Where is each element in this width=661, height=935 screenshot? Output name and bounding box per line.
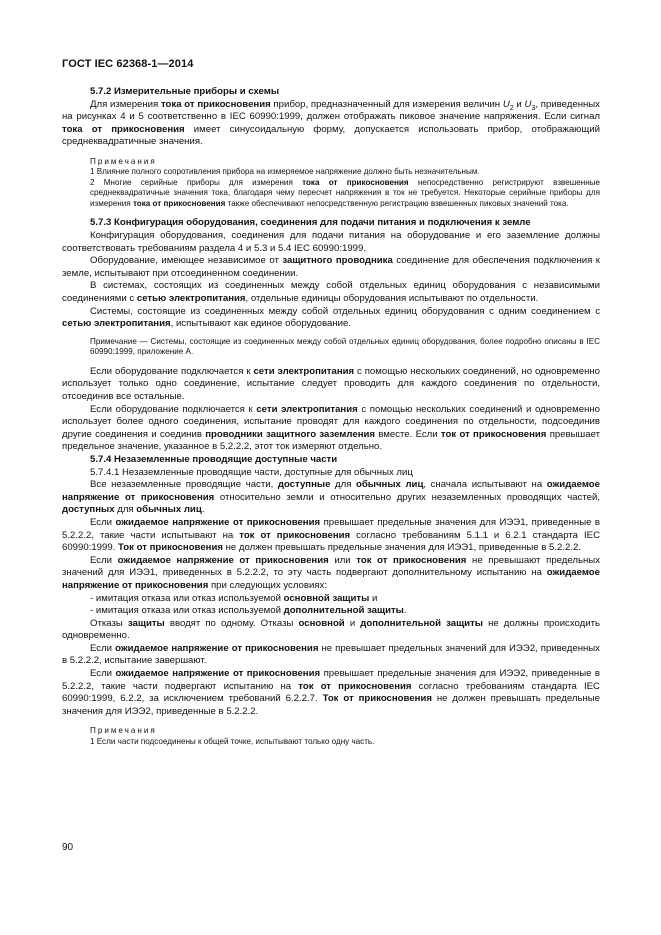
s573-paragraph-4: Системы, состоящие из соединенных между собой отдельных единиц оборудования с одним соединением с сетью электропитания, испытывают как единое оборудование. xyxy=(62,305,600,330)
s572-note-1: 1 Влияние полного сопротивления прибора на измеряемое напряжение должно быть незначительным. xyxy=(90,167,480,177)
section-5-7-4-title: 5.7.4 Незаземленные проводящие доступные части xyxy=(90,453,338,465)
s574-paragraph-4: Отказы защиты вводят по одному. Отказы основной и дополнительной защиты не должны происходить одновременно. xyxy=(62,617,601,642)
section-5-7-3-title: 5.7.3 Конфигурация оборудования, соединения для подачи питания и подключения к земле xyxy=(90,217,531,229)
s574-paragraph-2: Если ожидаемое напряжение от прикосновения превышает предельные значения для ИЭЭ1, приведенные в 5.2.2.2, такие части испытывают на ток от прикосновения согласно требованиям 5.1.1 и 6.2.1 стандарта IEC 60990:1999. Ток от прикосновения не должен превышать предельные значения для ИЭЭ1, приведенные в 5.2.2.2. xyxy=(62,516,600,554)
s574-notes-title: Примечания xyxy=(90,726,157,736)
s574-paragraph-6: Если ожидаемое напряжение от прикосновения превышает предельные значения для ИЭЭ2, приведенные в 5.2.2.2, такие части подвергают испытанию на ток от прикосновения согласно требованиям стандарта IEC 60990:1999, 6.2.2, за исключением требований 6.2.2.7. Ток от прикосновения не должен превышать предельные значения для ИЭЭ2, приведенные в 5.2.2.2. xyxy=(62,668,601,717)
page-number: 90 xyxy=(62,842,74,853)
s573-paragraph-5: Если оборудование подключается к сети электропитания с помощью нескольких соединений, но одновременно использует только одно соединение, испытание следует проводить для каждого соединения по отдельности, отсоединив все остальные. xyxy=(62,365,600,402)
s573-paragraph-1: Конфигурация оборудования, соединения для подачи питания на оборудование и его заземление должны соответствовать требованиям раздела 4 и 5.3 и 5.4 IEC 60990:1999. xyxy=(62,230,600,254)
s574-list-item-2: - имитация отказа или отказ используемой дополнительной защиты. xyxy=(90,605,407,617)
s572-notes-title: Примечания xyxy=(90,156,157,166)
s573-note: Примечание — Системы, состоящие из соединенных между собой отдельных единиц оборудования, более подробно описаны в IEC 60990:1999, приложение А. xyxy=(90,336,600,357)
s574-paragraph-3: Если ожидаемое напряжение от прикосновения или ток от прикосновения не превышают предельных значений для ИЭЭ1, приведенных в 5.2.2.2, то эту часть подвергают дополнительному испытанию на ожидаемое напряжение от прикосновения при следующих условиях: xyxy=(62,554,601,591)
s573-paragraph-6: Если оборудование подключается к сети электропитания с помощью нескольких соединений и одновременно использует более одного соединения, испытание проводят для каждого соединения по отдельности, подсоединив другие соединения и соединив проводники защитного заземления вместе. Если ток от прикосновения превышает предельное значение, указанное в 5.2.2.2, этот ток измеряют отдельно. xyxy=(62,403,600,453)
section-5-7-2-title: 5.7.2 Измерительные приборы и схемы xyxy=(90,86,280,97)
s573-paragraph-3: В системах, состоящих из соединенных между собой отдельных единиц оборудования с независимыми соединениями с сетью электропитания, отдельные единицы оборудования испытывают по отдельности. xyxy=(62,280,600,305)
s573-paragraph-2: Оборудование, имеющее независимое от защитного проводника соединение для обеспечения подключения к земле, испытывают при отсоединенном соединении. xyxy=(62,255,601,279)
s574-paragraph-5: Если ожидаемое напряжение от прикосновения не превышает предельных значений для ИЭЭ2, приведенных в 5.2.2.2, испытание завершают. xyxy=(62,642,600,667)
s574-note-1: 1 Если части подсоединены к общей точке, испытывают только одну часть. xyxy=(90,736,375,746)
s572-paragraph-1: Для измерения тока от прикосновения прибор, предназначенный для измерения величин $U_2$ и $U_3$, приведенных на рисунках 4 и 5 соответственно в IEC 60990:1999, должен отображать пиковое значение напряжения. Если сигнал тока от прикосновения имеет синусоидальную форму, допускается использовать прибор, отображающий среднеквадратичные значения. xyxy=(62,98,600,148)
document-header: ГОСТ IEC 62368-1—2014 xyxy=(62,58,194,70)
s572-note-2: 2 Многие серийные приборы для измерения тока от прикосновения непосредственно регистрируют взвешенные среднеквадратичные значения тока, благодаря чему пересчет напряжения в ток не требуется. Некоторые серийные приборы для измерения тока от прикосновения также обеспечивают непосредственную регистрацию взвешенных пиковых значений тока. xyxy=(90,177,600,208)
document-page xyxy=(62,58,600,747)
s574-subsection-title: 5.7.4.1 Незаземленные проводящие части, доступные для обычных лиц xyxy=(90,466,413,478)
s574-list-item-1: - имитация отказа или отказ используемой основной защиты и xyxy=(90,592,378,604)
s574-paragraph-1: Все незаземленные проводящие части, доступные для обычных лиц, сначала испытывают на ожидаемое напряжение от прикосновения относительно земли и относительно других незаземленных проводящих частей, доступных для обычных лиц. xyxy=(62,479,601,516)
